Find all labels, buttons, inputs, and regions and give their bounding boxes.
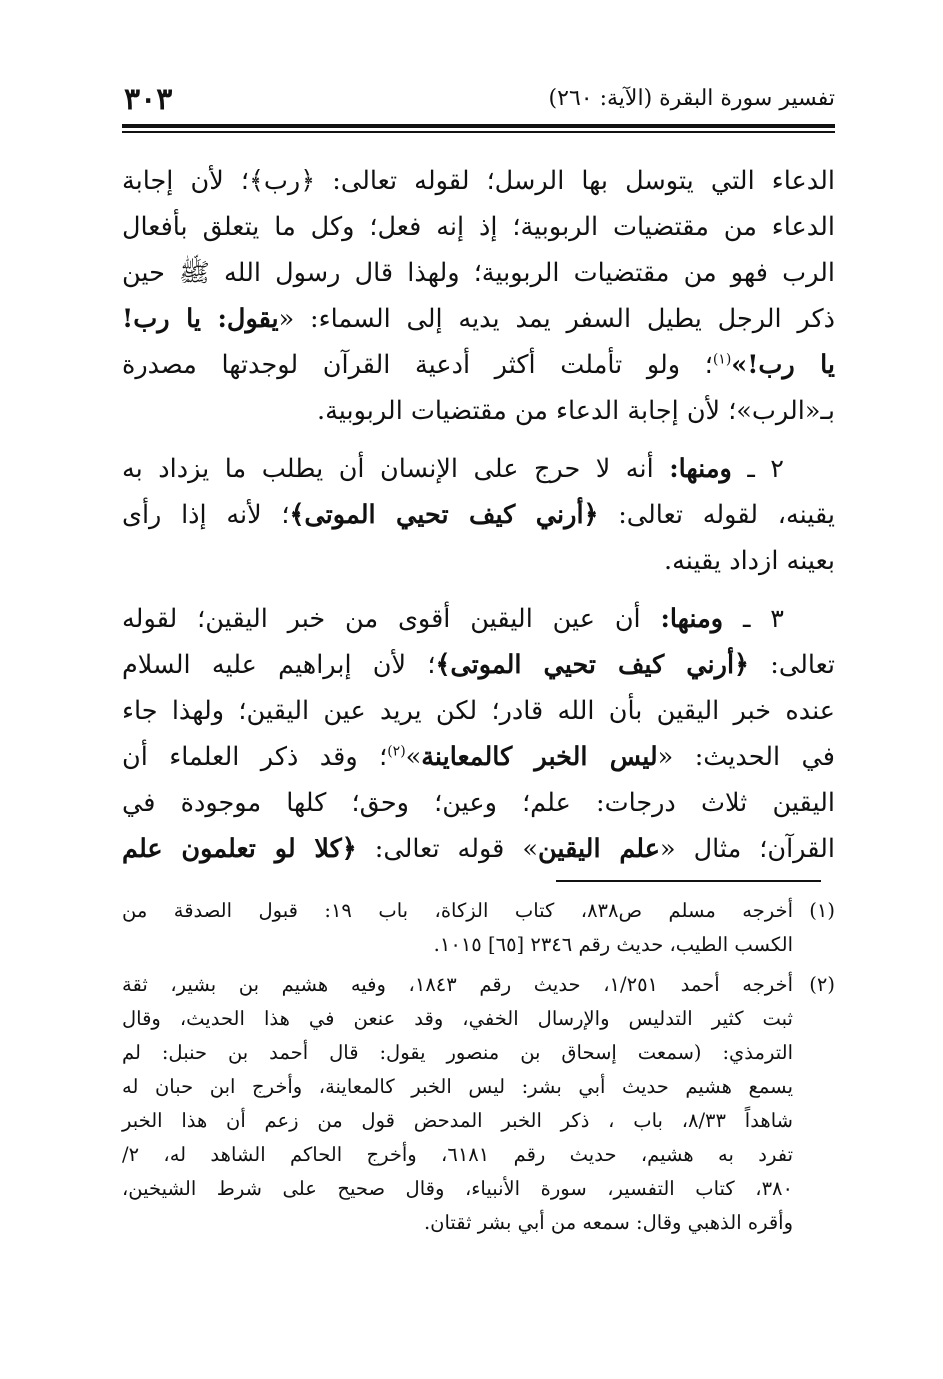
footnote-line: تفرد به هشيم، حديث رقم ٦١٨١، وأخرج الحاكم الشاهد له، ٢/ — [122, 1143, 794, 1166]
main-text — [122, 158, 835, 872]
footnote-line: شاهداً ٨/٣٣، باب ، ذكر الخبر المدحض قول من زعم أن هذا الخبر — [122, 1109, 793, 1132]
hadith-quote: ليس الخبر كالمعاينة — [421, 742, 658, 772]
text-line: القرآن؛ مثال «علم اليقين» قوله تعالى: ﴿كلا لو تعلمون علم — [122, 834, 835, 864]
text-line: بعينه ازداد يقينه. — [663, 546, 835, 576]
text-line: ٢ ـ ومنها: أنه لا حرج على الإنسان أن يطلب ما يزداد به — [122, 454, 784, 484]
footnote-line: ثبت كثير التدليس والإرسال الخفي، وقد عنعن في هذا الحديث، وقال — [122, 1007, 793, 1030]
text-line: ٣ ـ ومنها: أن عين اليقين أقوى من خبر اليقين؛ لقوله — [122, 604, 784, 634]
text-line: بـ«الرب»؛ لأن إجابة الدعاء من مقتضيات الربوبية. — [317, 396, 835, 426]
quran-quote: ﴿أرني كيف تحيي الموتى﴾ — [289, 500, 599, 530]
text-line: تعالى: ﴿أرني كيف تحيي الموتى﴾؛ لأن إبراهيم عليه السلام — [122, 650, 836, 680]
footnote-ref[interactable]: (١) — [712, 351, 732, 368]
quran-quote: ﴿أرني كيف تحيي الموتى﴾ — [435, 650, 749, 680]
text-line: عنده خبر اليقين بأن الله قادر؛ لكن يريد عين اليقين؛ ولهذا جاء — [122, 696, 835, 726]
footnote-number: (١) — [809, 899, 835, 922]
text-line: الرب فهو من مقتضيات الربوبية؛ ولهذا قال رسول الله ﷺ حين — [122, 258, 835, 288]
header-rule-thick — [122, 124, 835, 128]
point-lead: ومنها: — [669, 454, 732, 484]
footnote-line: الترمذي: (سمعت إسحاق بن منصور يقول: قال أحمد بن حنبل: لم — [122, 1041, 793, 1064]
text-line: يا رب!»$^{(١)}$؛ ولو تأملت أكثر أدعية القرآن لوجدتها مصدرة — [122, 350, 835, 380]
footnote-line: يسمع هشيم حديث أبي بشر: ليس الخبر كالمعاينة، وأخرج ابن حبان له — [122, 1075, 793, 1098]
page-header — [122, 82, 835, 122]
header-rule-thin — [122, 131, 835, 133]
footnote-line: أخرجه أحمد ١/٢٥١، حديث رقم ١٨٤٣، وفيه هشيم بن بشير، ثقة — [122, 973, 793, 996]
footnote-line: الكسب الطيب، حديث رقم ٢٣٤٦ [٦٥] ١٠١٥. — [433, 933, 793, 956]
text-line: يقينه، لقوله تعالى: ﴿أرني كيف تحيي الموتى﴾؛ لأنه إذا رأى — [122, 500, 835, 530]
quran-quote: ﴿كلا لو تعلمون علم — [122, 834, 357, 864]
footnotes — [122, 894, 835, 1246]
text-line: الدعاء من مقتضيات الربوبية؛ إذ إنه فعل؛ وكل ما يتعلق بأفعال — [122, 212, 835, 242]
footnote-line: ٣٨٠، كتاب التفسير، سورة الأنبياء، وقال صحيح على شرط الشيخين، — [122, 1177, 793, 1200]
page-number: ٣٠٣ — [124, 82, 173, 117]
text-line: الدعاء التي يتوسل بها الرسل؛ لقوله تعالى: ﴿رب﴾؛ لأن إجابة — [122, 166, 835, 196]
text-line: في الحديث: «ليس الخبر كالمعاينة»$^{(٢)}$؛ وقد ذكر العلماء أن — [122, 742, 835, 772]
text-line: ذكر الرجل يطيل السفر يمد يديه إلى السماء: «يقول: يا رب! — [122, 304, 835, 334]
footnote-ref[interactable]: (٢) — [387, 743, 406, 760]
footnote-line: أخرجه مسلم ص٨٣٨، كتاب الزكاة، باب ١٩: قبول الصدقة من — [122, 899, 793, 922]
text-line: اليقين ثلاث درجات: علم؛ وعين؛ وحق؛ كلها موجودة في — [122, 788, 835, 818]
footnote-1 — [122, 894, 835, 962]
point-lead: ومنها: — [660, 604, 724, 634]
footnote-line: وأقره الذهبي وقال: سمعه من أبي بشر ثقتان. — [423, 1211, 793, 1234]
running-title: تفسير سورة البقرة (الآية: ٢٦٠) — [548, 86, 835, 111]
footnote-2 — [122, 968, 835, 1240]
footnote-separator — [556, 880, 821, 882]
footnote-number: (٢) — [809, 973, 835, 996]
